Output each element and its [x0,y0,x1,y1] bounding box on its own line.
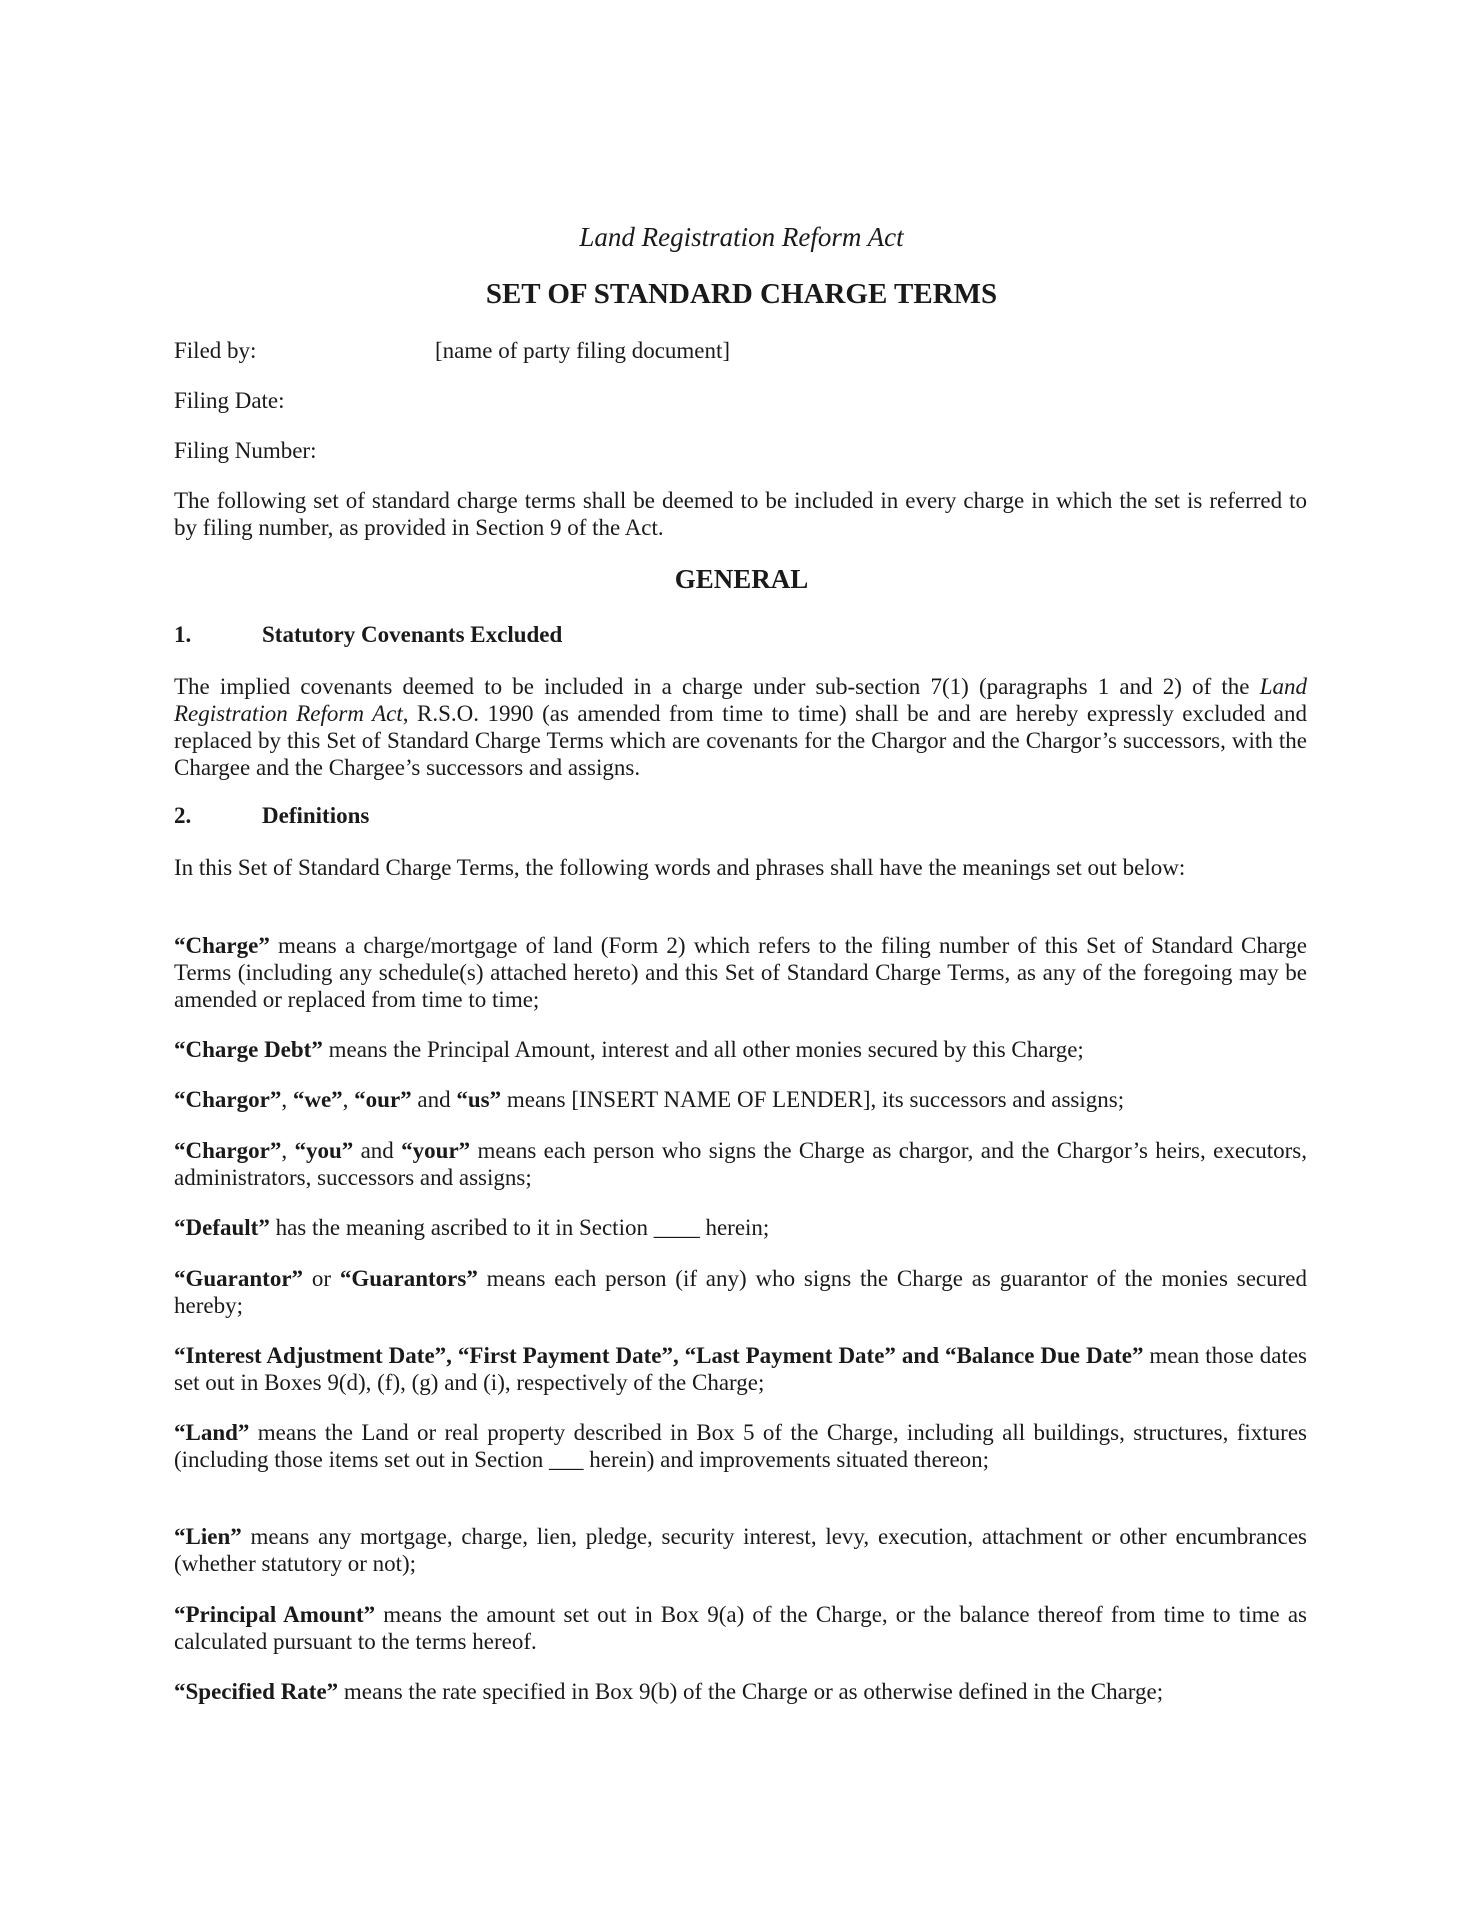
text-segment: or [303,1266,340,1291]
filed-by-label: Filed by: [174,338,257,363]
text-segment: means each person who signs the Charge as chargor, and the Chargor’s heirs, executors, administrators, successors and assigns; [174,1138,1307,1190]
defined-term: “Specified Rate” [174,1679,339,1704]
section-title: Statutory Covenants Excluded [262,622,563,647]
section-number: 2. [174,803,192,828]
definition-chargor-we [174,1086,1307,1113]
text-segment: means the Land or real property described in Box 5 of the Charge, including all buildings, structures, fixtures (including those items set out in Section ___ herein) and improvements situated thereon; [174,1420,1307,1472]
act-title: Land Registration Reform Act [579,222,904,252]
text-segment: , [281,1138,295,1163]
text-segment: and [411,1087,457,1112]
section-heading-1 [174,621,1307,648]
definition-dates [174,1342,1307,1396]
text-segment: means any mortgage, charge, lien, pledge, security interest, levy, execution, attachment or other encumbrances (whether statutory or not); [174,1524,1307,1576]
definition-default [174,1214,1307,1241]
defined-term: “Interest Adjustment Date”, “First Payment Date”, “Last Payment Date” and “Balance Due Date” [174,1343,1144,1368]
text-segment: has the meaning ascribed to it in Section ____ herein; [269,1215,770,1240]
text-segment: and [353,1138,402,1163]
section-1-paragraph [174,673,1307,781]
filing-date-label: Filing Date: [174,388,285,413]
text-segment: In this Set of Standard Charge Terms, the following words and phrases shall have the meanings set out below: [174,855,1186,880]
filed-by-row [174,337,1307,364]
italic-citation: Land Registration Reform Act [174,674,1307,726]
text-segment: means a charge/mortgage of land (Form 2) which refers to the filing number of this Set of Standard Charge Terms (including any schedule(s) attached hereto) and this Set of Standard Charge Terms, as any of the foregoing may be amended or replaced from time to time; [174,933,1307,1012]
defined-term: “Lien” [174,1524,242,1549]
defined-term: “Guarantors” [339,1266,478,1291]
defined-term: “Chargor” [174,1087,282,1112]
definition-guarantor [174,1265,1307,1319]
text-segment: means the amount set out in Box 9(a) of the Charge, or the balance thereof from time to time as calculated pursuant to the terms hereof. [174,1602,1307,1654]
defined-term: “Charge” [174,933,270,958]
defined-term: “our” [354,1087,412,1112]
definition-chargor-you [174,1137,1307,1191]
defined-term: “us” [456,1087,502,1112]
text-segment: means the rate specified in Box 9(b) of the Charge or as otherwise defined in the Charge; [338,1679,1164,1704]
section-title: Definitions [262,803,370,828]
filed-by-value: [name of party filing document] [435,338,731,363]
text-segment: , [342,1087,355,1112]
definition-principal-amount [174,1601,1307,1655]
definition-specified-rate [174,1678,1307,1705]
definition-charge [174,932,1307,1013]
defined-term: “Default” [174,1215,270,1240]
intro-paragraph: The following set of standard charge terms shall be deemed to be included in every charge in which the set is referred to by filing number, as provided in Section 9 of the Act. [174,488,1307,540]
document-title: SET OF STANDARD CHARGE TERMS [485,278,998,310]
defined-term: “Principal Amount” [174,1602,376,1627]
text-segment: , [281,1087,293,1112]
text-segment: mean those dates set out in Boxes 9(d), (f), (g) and (i), respectively of the Charge; [174,1343,1307,1395]
defined-term: “we” [292,1087,343,1112]
definition-land [174,1419,1307,1473]
defined-term: “Chargor” [174,1138,282,1163]
defined-term: “Charge Debt” [174,1037,323,1062]
defined-term: “your” [401,1138,471,1163]
section-number: 1. [174,622,192,647]
text-segment: means each person (if any) who signs the Charge as guarantor of the monies secured hereby; [174,1266,1307,1318]
defined-term: “you” [294,1138,354,1163]
defined-term: “Land” [174,1420,250,1445]
definition-charge-debt [174,1036,1307,1063]
definition-lien [174,1523,1307,1577]
filing-number-label: Filing Number: [174,438,317,463]
text-segment: The implied covenants deemed to be included in a charge under sub-section 7(1) (paragraphs 1 and 2) of the [174,674,1260,699]
general-heading: GENERAL [674,564,809,594]
section-heading-2 [174,802,1307,829]
defined-term: “Guarantor” [174,1266,304,1291]
text-segment: means [INSERT NAME OF LENDER], its successors and assigns; [501,1087,1125,1112]
text-segment: , R.S.O. 1990 (as amended from time to time) shall be and are hereby expressly excluded and replaced by this Set of Standard Charge Terms which are covenants for the Chargor and the Chargor’s successors, with the Chargee and the Chargee’s successors and assigns. [174,701,1307,780]
section-2-paragraph [174,854,1307,881]
text-segment: means the Principal Amount, interest and all other monies secured by this Charge; [322,1037,1084,1062]
